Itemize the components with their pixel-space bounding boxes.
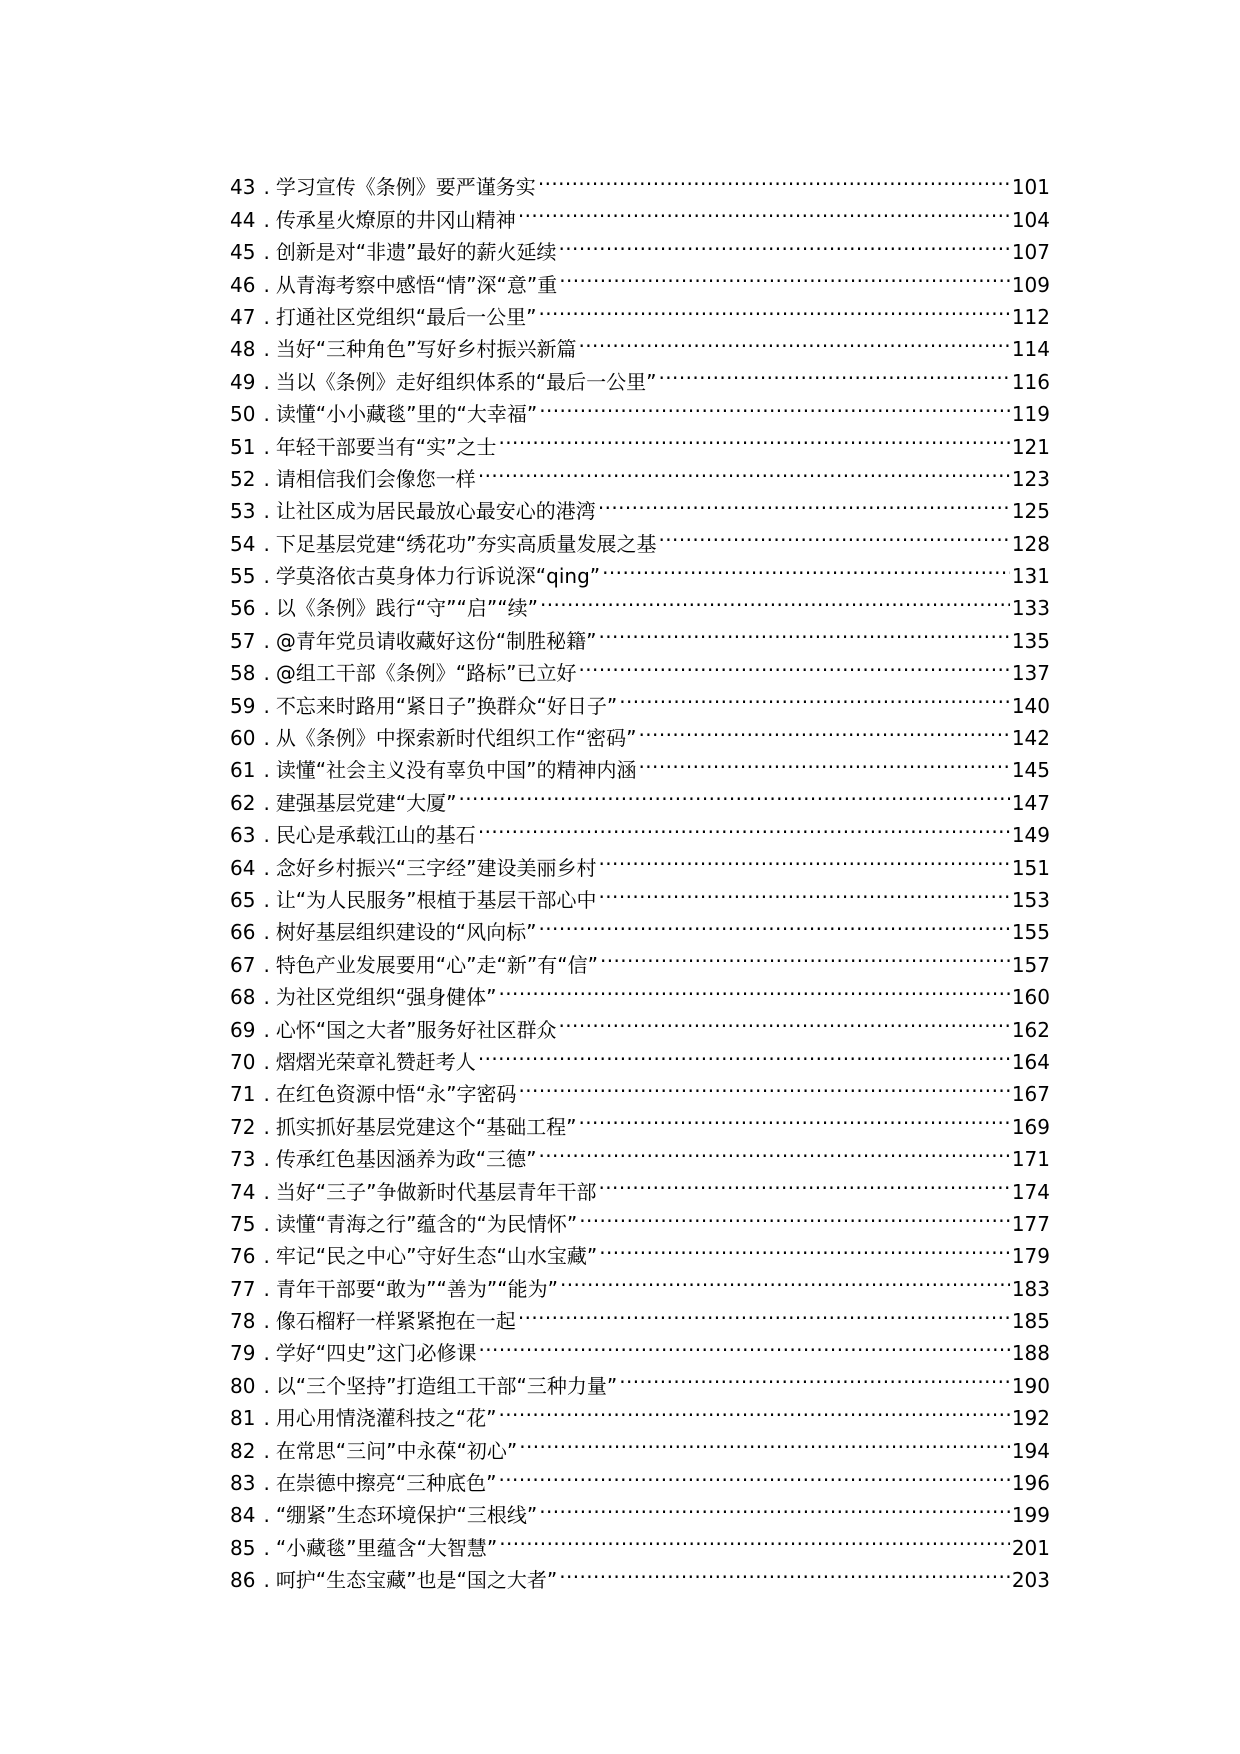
entry-title: 心怀“国之大者”服务好社区群众 [275,1017,557,1042]
dot-leader [499,421,1010,453]
entry-page-number: 157 [1011,952,1050,977]
dot-leader [499,1522,1010,1554]
entry-separator: . [263,434,270,459]
entry-title: 以《条例》践行“守”“启”“续” [275,596,538,621]
entry-separator: . [263,1082,270,1107]
entry-separator: . [263,1471,270,1496]
entry-page-number: 194 [1011,1438,1050,1463]
entry-number: 71 [230,1082,256,1107]
entry-number: 60 [230,726,256,751]
entry-number: 66 [230,920,256,945]
dot-leader [478,1037,1010,1069]
entry-title: 在常思“三问”中永葆“初心” [275,1438,518,1463]
dot-leader [579,1199,1010,1231]
entry-title: 当好“三子”争做新时代基层青年干部 [275,1179,597,1204]
entry-separator: . [263,726,270,751]
dot-leader [538,162,1010,194]
dot-leader [619,1360,1010,1392]
dot-leader [518,1296,1010,1328]
entry-page-number: 123 [1011,466,1050,491]
entry-separator: . [263,1049,270,1074]
dot-leader [599,615,1010,647]
entry-title: 抓实抓好基层党建这个“基础工程” [275,1114,577,1139]
entry-page-number: 179 [1011,1244,1050,1269]
entry-page-number: 137 [1011,661,1050,686]
entry-number: 61 [230,758,256,783]
entry-page-number: 174 [1011,1179,1050,1204]
entry-page-number: 116 [1011,369,1050,394]
entry-number: 55 [230,564,256,589]
dot-leader [540,583,1010,615]
entry-separator: . [263,920,270,945]
entry-separator: . [263,499,270,524]
entry-title: 牢记“民之中心”守好生态“山水宝藏” [275,1244,598,1269]
entry-separator: . [263,1211,270,1236]
entry-number: 85 [230,1535,256,1560]
dot-leader [479,1328,1010,1360]
entry-separator: . [263,1406,270,1431]
dot-leader [598,486,1010,518]
entry-separator: . [263,952,270,977]
entry-number: 72 [230,1114,256,1139]
entry-title: 请相信我们会像您一样 [275,466,476,491]
entry-separator: . [263,207,270,232]
entry-number: 49 [230,369,256,394]
entry-page-number: 153 [1011,887,1050,912]
entry-page-number: 177 [1011,1211,1050,1236]
entry-separator: . [263,337,270,362]
entry-title: 读懂“青海之行”蕴含的“为民情怀” [275,1211,578,1236]
entry-number: 79 [230,1341,256,1366]
entry-number: 65 [230,887,256,912]
dot-leader [639,713,1010,745]
entry-separator: . [263,369,270,394]
dot-leader [602,551,1010,583]
entry-page-number: 185 [1011,1309,1050,1334]
entry-number: 69 [230,1017,256,1042]
entry-separator: . [263,758,270,783]
dot-leader [519,1069,1010,1101]
dot-leader [599,875,1010,907]
dot-leader [539,1490,1010,1522]
entry-number: 67 [230,952,256,977]
entry-separator: . [263,887,270,912]
entry-number: 58 [230,661,256,686]
toc-entry[interactable] [230,162,1050,200]
dot-leader [539,292,1010,324]
entry-title: 学习宣传《条例》要严谨务实 [275,175,536,200]
entry-page-number: 119 [1011,402,1050,427]
dot-leader [499,972,1010,1004]
entry-separator: . [263,1244,270,1269]
entry-page-number: 192 [1011,1406,1050,1431]
entry-number: 75 [230,1211,256,1236]
entry-number: 73 [230,1147,256,1172]
entry-separator: . [263,1373,270,1398]
entry-title: 当好“三种角色”写好乡村振兴新篇 [275,337,577,362]
dot-leader [619,680,1010,712]
entry-title: 在红色资源中悟“永”字密码 [275,1082,517,1107]
dot-leader [518,194,1010,226]
entry-page-number: 203 [1011,1568,1050,1593]
entry-page-number: 151 [1011,855,1050,880]
dot-leader [478,454,1010,486]
entry-separator: . [263,564,270,589]
dot-leader [600,939,1010,971]
dot-leader [459,777,1010,809]
entry-page-number: 183 [1011,1276,1050,1301]
entry-title: 民心是承载江山的基石 [275,823,476,848]
entry-title: 树好基层组织建设的“风向标” [275,920,537,945]
entry-number: 84 [230,1503,256,1528]
entry-page-number: 145 [1011,758,1050,783]
entry-title: @青年党员请收藏好这份“制胜秘籍” [275,628,597,653]
entry-page-number: 167 [1011,1082,1050,1107]
entry-separator: . [263,1438,270,1463]
entry-separator: . [263,596,270,621]
entry-page-number: 169 [1011,1114,1050,1139]
entry-title: 当以《条例》走好组织体系的“最后一公里” [275,369,657,394]
entry-page-number: 155 [1011,920,1050,945]
entry-page-number: 112 [1011,304,1050,329]
dot-leader [519,1425,1010,1457]
entry-page-number: 199 [1011,1503,1050,1528]
entry-title: 学好“四史”这门必修课 [275,1341,477,1366]
entry-page-number: 135 [1011,628,1050,653]
entry-number: 48 [230,337,256,362]
entry-title: 读懂“小小藏毯”里的“大幸福” [275,402,538,427]
entry-page-number: 128 [1011,531,1050,556]
entry-title: 像石榴籽一样紧紧抱在一起 [275,1309,516,1334]
dot-leader [599,842,1010,874]
entry-page-number: 125 [1011,499,1050,524]
dot-leader [478,810,1010,842]
entry-number: 82 [230,1438,256,1463]
entry-separator: . [263,240,270,265]
entry-title: 以“三个坚持”打造组工干部“三种力量” [275,1373,618,1398]
entry-title: 不忘来时路用“紧日子”换群众“好日子” [275,693,618,718]
entry-title: 熠熠光荣章礼赞赶考人 [275,1049,476,1074]
entry-title: 建强基层党建“大厦” [275,790,457,815]
entry-separator: . [263,1179,270,1204]
entry-separator: . [263,402,270,427]
entry-number: 50 [230,402,256,427]
entry-page-number: 140 [1011,693,1050,718]
entry-separator: . [263,1276,270,1301]
entry-number: 53 [230,499,256,524]
entry-separator: . [263,1535,270,1560]
entry-number: 64 [230,855,256,880]
entry-title: 传承红色基因涵养为政“三德” [275,1147,537,1172]
entry-page-number: 109 [1011,272,1050,297]
table-of-contents [230,162,1050,1593]
entry-page-number: 114 [1011,337,1050,362]
entry-title: 在崇德中擦亮“三种底色” [275,1471,497,1496]
entry-separator: . [263,628,270,653]
dot-leader [579,1101,1010,1133]
dot-leader [639,745,1010,777]
dot-leader [599,1231,1010,1263]
entry-title: @组工干部《条例》“路标”已立好 [275,661,577,686]
entry-title: 特色产业发展要用“心”走“新”有“信” [275,952,598,977]
entry-title: “小藏毯”里蕴含“大智慧” [275,1535,498,1560]
entry-number: 83 [230,1471,256,1496]
entry-title: 为社区党组织“强身健体” [275,985,497,1010]
entry-title: 青年干部要“敢为”“善为”“能为” [275,1276,558,1301]
entry-separator: . [263,823,270,848]
entry-separator: . [263,1341,270,1366]
dot-leader [659,356,1010,388]
entry-separator: . [263,1114,270,1139]
entry-separator: . [263,985,270,1010]
entry-number: 52 [230,466,256,491]
entry-separator: . [263,1568,270,1593]
dot-leader [499,1393,1010,1425]
entry-number: 77 [230,1276,256,1301]
entry-separator: . [263,1017,270,1042]
dot-leader [539,1134,1010,1166]
entry-number: 54 [230,531,256,556]
entry-number: 46 [230,272,256,297]
entry-separator: . [263,790,270,815]
entry-page-number: 149 [1011,823,1050,848]
entry-title: 学莫洛依古莫身体力行诉说深“qing” [275,564,601,589]
entry-title: 下足基层党建“绣花功”夯实高质量发展之基 [275,531,657,556]
entry-title: 打通社区党组织“最后一公里” [275,304,537,329]
entry-page-number: 101 [1011,175,1050,200]
entry-page-number: 201 [1011,1535,1050,1560]
entry-number: 51 [230,434,256,459]
entry-separator: . [263,272,270,297]
entry-title: 呵护“生态宝藏”也是“国之大者” [275,1568,558,1593]
entry-page-number: 162 [1011,1017,1050,1042]
entry-number: 45 [230,240,256,265]
entry-title: 年轻干部要当有“实”之士 [275,434,497,459]
dot-leader [579,324,1010,356]
entry-page-number: 121 [1011,434,1050,459]
entry-number: 43 [230,175,256,200]
entry-page-number: 142 [1011,726,1050,751]
entry-title: 让“为人民服务”根植于基层干部心中 [275,887,597,912]
entry-page-number: 104 [1011,207,1050,232]
dot-leader [559,1555,1010,1587]
entry-page-number: 190 [1011,1373,1050,1398]
entry-separator: . [263,466,270,491]
entry-title: 传承星火燎原的井冈山精神 [275,207,516,232]
dot-leader [559,1004,1010,1036]
entry-number: 56 [230,596,256,621]
entry-page-number: 171 [1011,1147,1050,1172]
dot-leader [579,648,1010,680]
dot-leader [559,259,1010,291]
entry-page-number: 164 [1011,1049,1050,1074]
dot-leader [560,1263,1010,1295]
entry-number: 78 [230,1309,256,1334]
entry-page-number: 107 [1011,240,1050,265]
entry-separator: . [263,304,270,329]
dot-leader [539,907,1010,939]
entry-title: 从《条例》中探索新时代组织工作“密码” [275,726,637,751]
entry-number: 44 [230,207,256,232]
entry-number: 57 [230,628,256,653]
entry-separator: . [263,531,270,556]
entry-separator: . [263,693,270,718]
entry-number: 59 [230,693,256,718]
dot-leader [599,1166,1010,1198]
entry-page-number: 131 [1011,564,1050,589]
entry-separator: . [263,175,270,200]
entry-page-number: 133 [1011,596,1050,621]
entry-title: 用心用情浇灌科技之“花” [275,1406,497,1431]
entry-title: 从青海考察中感悟“情”深“意”重 [275,272,558,297]
dot-leader [499,1458,1010,1490]
entry-separator: . [263,1147,270,1172]
entry-page-number: 160 [1011,985,1050,1010]
entry-title: 让社区成为居民最放心最安心的港湾 [275,499,596,524]
entry-number: 81 [230,1406,256,1431]
entry-separator: . [263,855,270,880]
entry-title: 念好乡村振兴“三字经”建设美丽乡村 [275,855,597,880]
entry-page-number: 188 [1011,1341,1050,1366]
entry-page-number: 147 [1011,790,1050,815]
entry-number: 63 [230,823,256,848]
dot-leader [559,227,1010,259]
entry-number: 86 [230,1568,256,1593]
entry-number: 74 [230,1179,256,1204]
entry-number: 62 [230,790,256,815]
entry-number: 70 [230,1049,256,1074]
entry-title: 创新是对“非遗”最好的薪火延续 [275,240,557,265]
dot-leader [659,518,1010,550]
entry-page-number: 196 [1011,1471,1050,1496]
dot-leader [539,389,1010,421]
entry-separator: . [263,1309,270,1334]
entry-number: 47 [230,304,256,329]
entry-separator: . [263,661,270,686]
entry-title: “绷紧”生态环境保护“三根线” [275,1503,538,1528]
entry-title: 读懂“社会主义没有辜负中国”的精神内涵 [275,758,637,783]
entry-number: 80 [230,1373,256,1398]
entry-number: 76 [230,1244,256,1269]
entry-separator: . [263,1503,270,1528]
entry-number: 68 [230,985,256,1010]
